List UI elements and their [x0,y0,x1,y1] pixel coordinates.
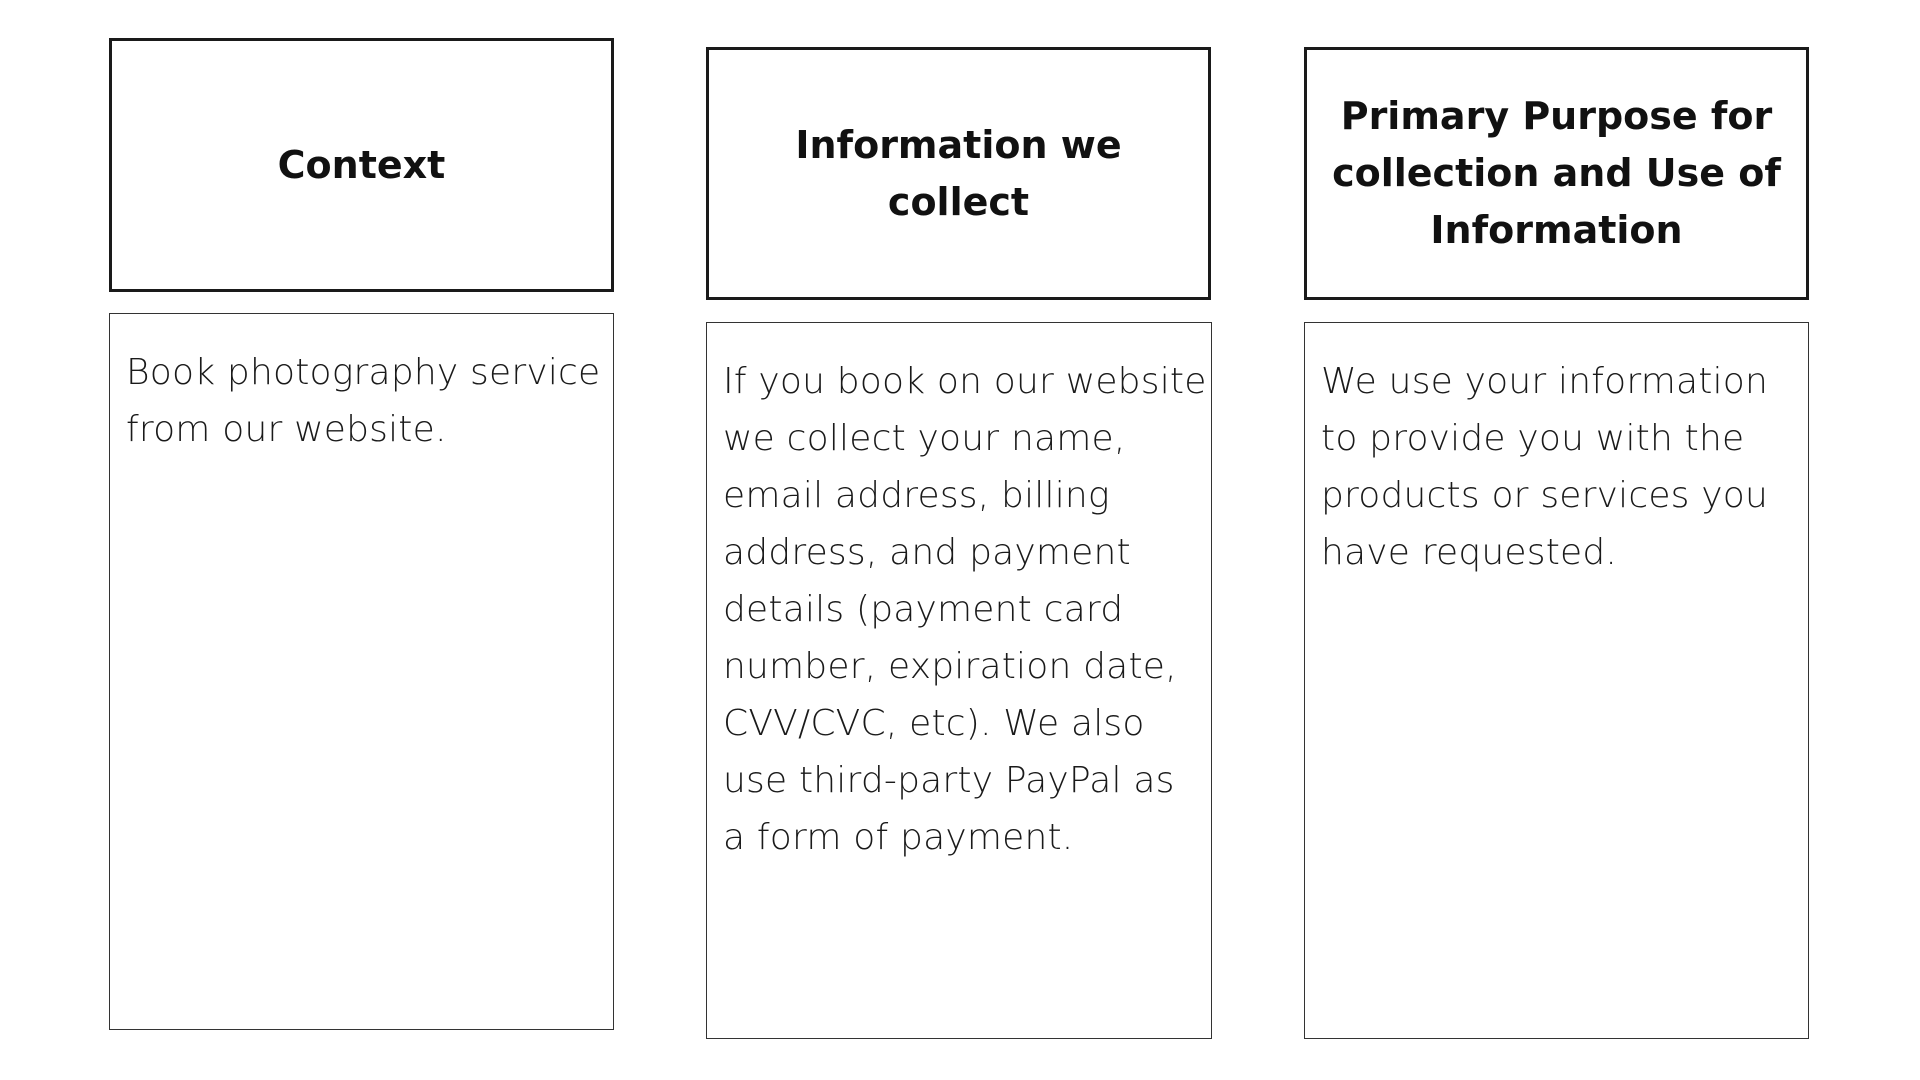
information-collected-body: If you book on our website we collect your name, email address, billing address, and payment details (payment card number, expiration date, CVV/CVC, etc). We also use third-party PayPal as a form of payment. [723,361,1207,858]
context-header: Context [277,142,446,187]
information-collected-body-box [706,322,1212,1039]
context-body: Book photography service from our website. [126,352,601,450]
context-body-box [109,313,614,1030]
information-collected-header-box [706,47,1211,300]
primary-purpose-header: Primary Purpose for collection and Use of Information [1332,94,1781,252]
context-header-box [109,38,614,292]
information-collected-header: Information we collect [795,122,1122,224]
primary-purpose-body-box [1304,322,1809,1039]
primary-purpose-header-box [1304,47,1809,300]
primary-purpose-body: We use your information to provide you with the products or services you have requested. [1321,361,1769,573]
